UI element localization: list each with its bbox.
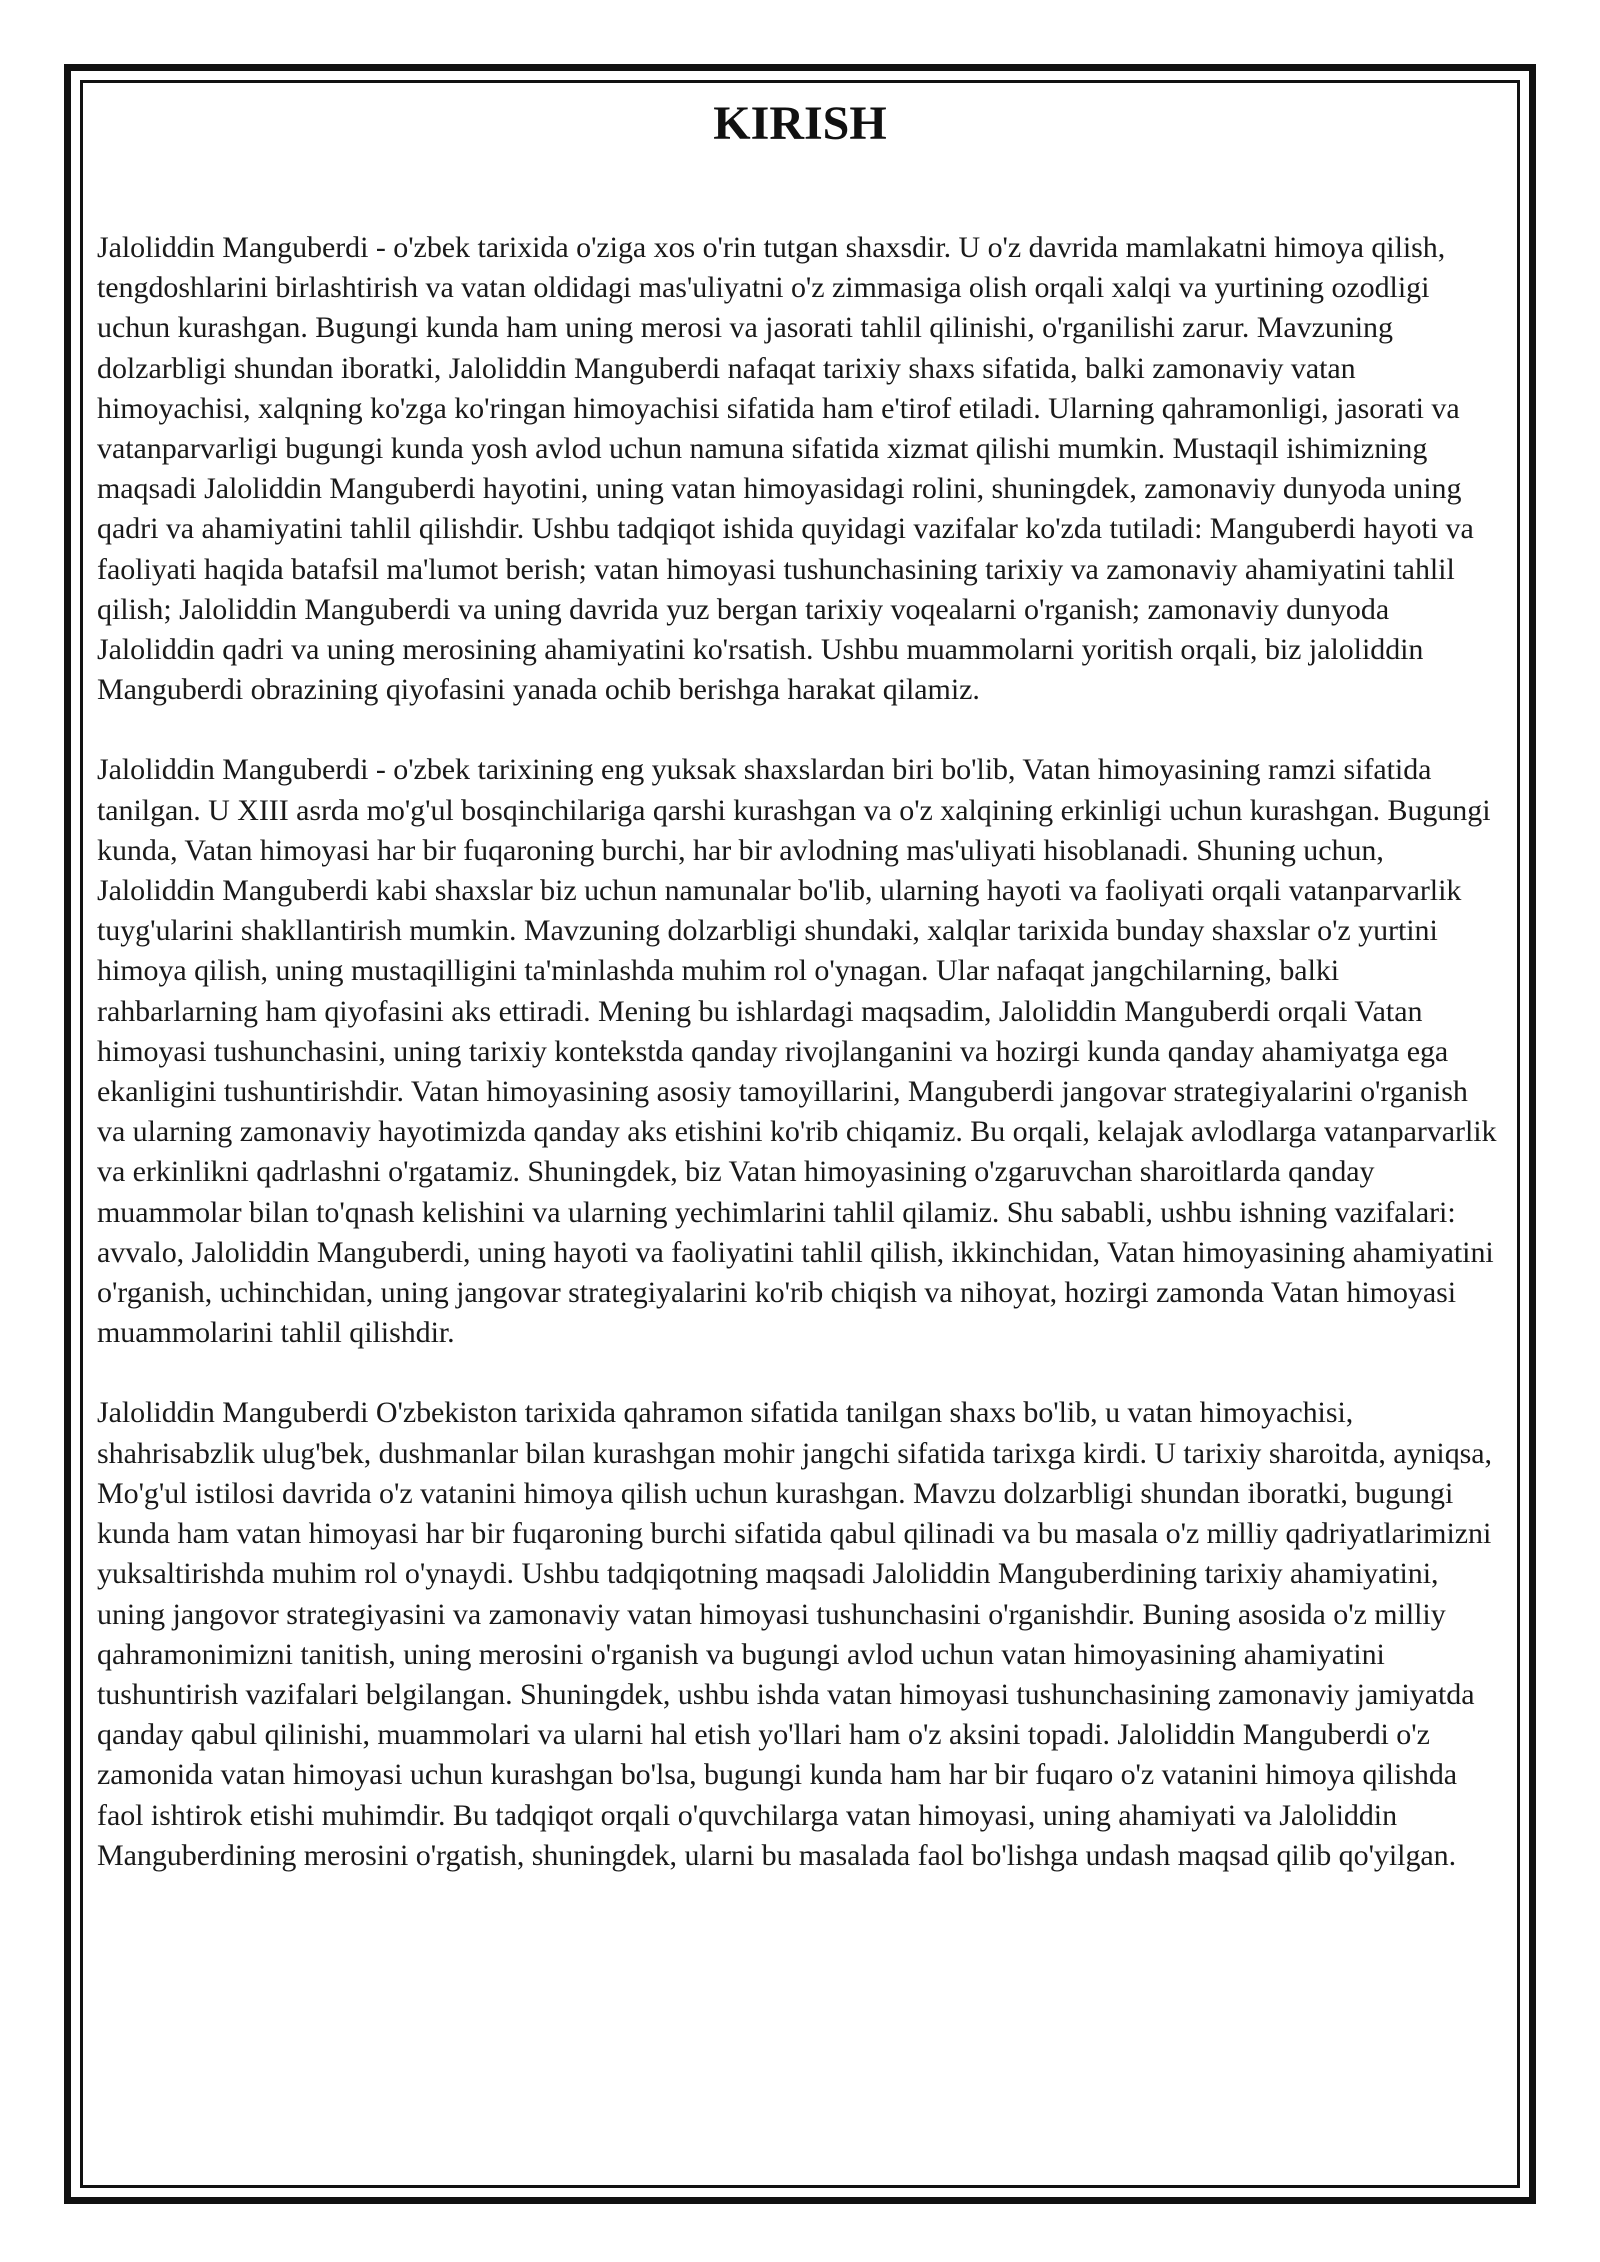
paragraph-1: Jaloliddin Manguberdi - o'zbek tarixida o'ziga xos o'rin tutgan shaxsdir. U o'z davrida mamlakatni himoya qilish, tengdoshlarini birlashtirish va vatan oldidagi mas'uliyatni o'z zimmasiga olish orqali xalqi va yurtining ozodligi uchun kurashgan. Bugungi kunda ham uning merosi va jasorati tahlil qilinishi, o'rganilishi zarur. Mavzuning dolzarbligi shundan iboratki, Jaloliddin Manguberdi nafaqat tarixiy shaxs sifatida, balki zamonaviy vatan himoyachisi, xalqning ko'zga ko'ringan himoyachisi sifatida ham e'tirof etiladi. Ularning qahramonligi, jasorati va vatanparvarligi bugungi kunda yosh avlod uchun namuna sifatida xizmat qilishi mumkin. Mustaqil ishimizning maqsadi Jaloliddin Manguberdi hayotini, uning vatan himoyasidagi rolini, shuningdek, zamonaviy dunyoda uning qadri va ahamiyatini tahlil qilishdir. Ushbu tadqiqot ishida quyidagi vazifalar ko'zda tutiladi: Manguberdi hayoti va faoliyati haqida batafsil ma'lumot berish; vatan himoyasi tushunchasining tarixiy va zamonaviy ahamiyatini tahlil qilish; Jaloliddin Manguberdi va uning davrida yuz bergan tarixiy voqealarni o'rganish; zamonaviy dunyoda Jaloliddin qadri va uning merosining ahamiyatini ko'rsatish. Ushbu muammolarni yoritish orqali, biz jaloliddin Manguberdi obrazining qiyofasini yanada ochib berishga harakat qilamiz.: [97, 231, 1474, 707]
paragraph-3: Jaloliddin Manguberdi O'zbekiston tarixida qahramon sifatida tanilgan shaxs bo'lib, u vatan himoyachisi, shahrisabzlik ulug'bek, dushmanlar bilan kurashgan mohir jangchi sifatida tarixga kirdi. U tarixiy sharoitda, ayniqsa, Mo'g'ul istilosi davrida o'z vatanini himoya qilish uchun kurashgan. Mavzu dolzarbligi shundan iboratki, bugungi kunda ham vatan himoyasi har bir fuqaroning burchi sifatida qabul qilinadi va bu masala o'z milliy qadriyatlarimizni yuksaltirishda muhim rol o'ynaydi. Ushbu tadqiqotning maqsadi Jaloliddin Manguberdining tarixiy ahamiyatini, uning jangovor strategiyasini va zamonaviy vatan himoyasi tushunchasini o'rganishdir. Buning asosida o'z milliy qahramonimizni tanitish, uning merosini o'rganish va bugungi avlod uchun vatan himoyasining ahamiyatini tushuntirish vazifalari belgilangan. Shuningdek, ushbu ishda vatan himoyasi tushunchasining zamonaviy jamiyatda qanday qabul qilinishi, muammolari va ularni hal etish yo'llari ham o'z aksini topadi. Jaloliddin Manguberdi o'z zamonida vatan himoyasi uchun kurashgan bo'lsa, bugungi kunda ham har bir fuqaro o'z vatanini himoya qilishda faol ishtirok etishi muhimdir. Bu tadqiqot orqali o'quvchilarga vatan himoyasi, uning ahamiyati va Jaloliddin Manguberdining merosini o'rgatish, shuningdek, ularni bu masalada faol bo'lishga undash maqsad qilib qo'yilgan.: [97, 1396, 1492, 1872]
paragraph-2: Jaloliddin Manguberdi - o'zbek tarixining eng yuksak shaxslardan biri bo'lib, Vatan himoyasining ramzi sifatida tanilgan. U XIII asrda mo'g'ul bosqinchilariga qarshi kurashgan va o'z xalqining erkinligi uchun kurashgan. Bugungi kunda, Vatan himoyasi har bir fuqaroning burchi, har bir avlodning mas'uliyati hisoblanadi. Shuning uchun, Jaloliddin Manguberdi kabi shaxslar biz uchun namunalar bo'lib, ularning hayoti va faoliyati orqali vatanparvarlik tuyg'ularini shakllantirish mumkin. Mavzuning dolzarbligi shundaki, xalqlar tarixida bunday shaxslar o'z yurtini himoya qilish, uning mustaqilligini ta'minlashda muhim rol o'ynagan. Ular nafaqat jangchilarning, balki rahbarlarning ham qiyofasini aks ettiradi. Mening bu ishlardagi maqsadim, Jaloliddin Manguberdi orqali Vatan himoyasi tushunchasini, uning tarixiy kontekstda qanday rivojlanganini va hozirgi kunda qanday ahamiyatga ega ekanligini tushuntirishdir. Vatan himoyasining asosiy tamoyillarini, Manguberdi jangovar strategiyalarini o'rganish va ularning zamonaviy hayotimizda qanday aks etishini ko'rib chiqamiz. Bu orqali, kelajak avlodlarga vatanparvarlik va erkinlikni qadrlashni o'rgatamiz. Shuningdek, biz Vatan himoyasining o'zgaruvchan sharoitlarda qanday muammolar bilan to'qnash kelishini va ularning yechimlarini tahlil qilamiz. Shu sababli, ushbu ishning vazifalari: avvalo, Jaloliddin Manguberdi, uning hayoti va faoliyatini tahlil qilish, ikkinchidan, Vatan himoyasining ahamiyatini o'rganish, uchinchidan, uning jangovar strategiyalarini ko'rib chiqish va nihoyat, hozirgi zamonda Vatan himoyasi muammolarini tahlil qilishdir.: [97, 753, 1497, 1350]
page-title: KIRISH: [713, 97, 887, 150]
document-body: [97, 94, 1503, 1916]
